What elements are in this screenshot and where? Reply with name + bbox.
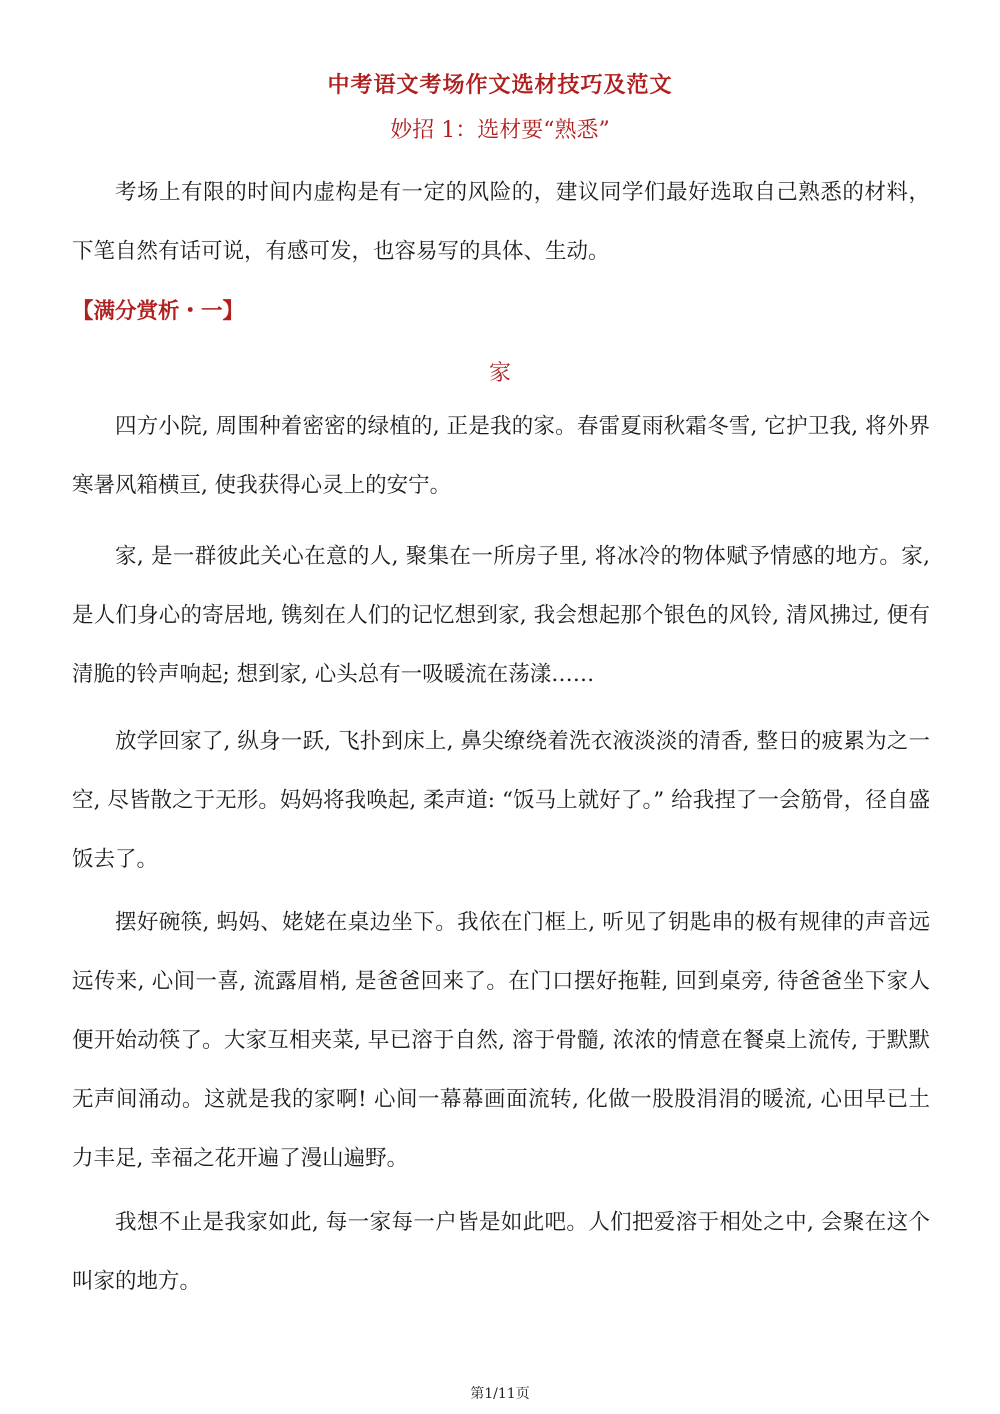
essay-paragraph-1: 四方小院, 周围种着密密的绿植的, 正是我的家。春雷夏雨秋霜冬雪, 它护卫我, 将外界寒暑风箱横亘, 使我获得心灵上的安宁。 [72,414,930,498]
essay-paragraph-3: 放学回家了, 纵身一跃, 飞扑到床上, 鼻尖缭绕着洗衣液淡淡的清香, 整日的疲累为之一空, 尽皆散之于无形。妈妈将我唤起, 柔声道: “饭马上就好了。” 给我捏了一会筋骨，径自盛饭去了。 [72,729,930,872]
section-label: 【满分赏析・一】 [72,299,245,324]
essay-paragraph-4: 摆好碗筷, 蚂妈、姥姥在桌边坐下。我依在门框上, 听见了钥匙串的极有规律的声音远远传来, 心间一喜, 流露眉梢, 是爸爸回来了。在门口摆好拖鞋, 回到桌旁, 待爸爸坐下家人便开始动筷了。大家互相夹菜, 早已溶于自然, 溶于骨髓, 浓浓的情意在餐桌上流传, 于默默无声间涌动。这就是我的家啊! 心间一幕幕画面流转, 化做一股股涓涓的暖流, 心田早已土力丰足, 幸福之花开遍了漫山遍野。 [72,910,930,1171]
essay-title: 家 [488,361,511,386]
page-number: 第1/11页 [470,1386,530,1402]
document-title: 中考语文考场作文选材技巧及范文 [327,72,673,98]
essay-paragraph-2: 家, 是一群彼此关心在意的人, 聚集在一所房子里, 将冰冷的物体赋予情感的地方。家, 是人们身心的寄居地, 镌刻在人们的记忆想到家, 我会想起那个银色的风铃, 清风拂过, 便有清脆的铃声响起; 想到家, 心头总有一吸暖流在荡漾…… [72,544,930,687]
document-subtitle: 妙招 1：选材要“熟悉” [390,118,610,143]
intro-paragraph: 考场上有限的时间内虚构是有一定的风险的，建议同学们最好选取自己熟悉的材料，下笔自然有话可说，有感可发，也容易写的具体、生动。 [72,180,930,264]
essay-paragraph-5: 我想不止是我家如此, 每一家每一户皆是如此吧。人们把爱溶于相处之中, 会聚在这个叫家的地方。 [72,1210,930,1294]
